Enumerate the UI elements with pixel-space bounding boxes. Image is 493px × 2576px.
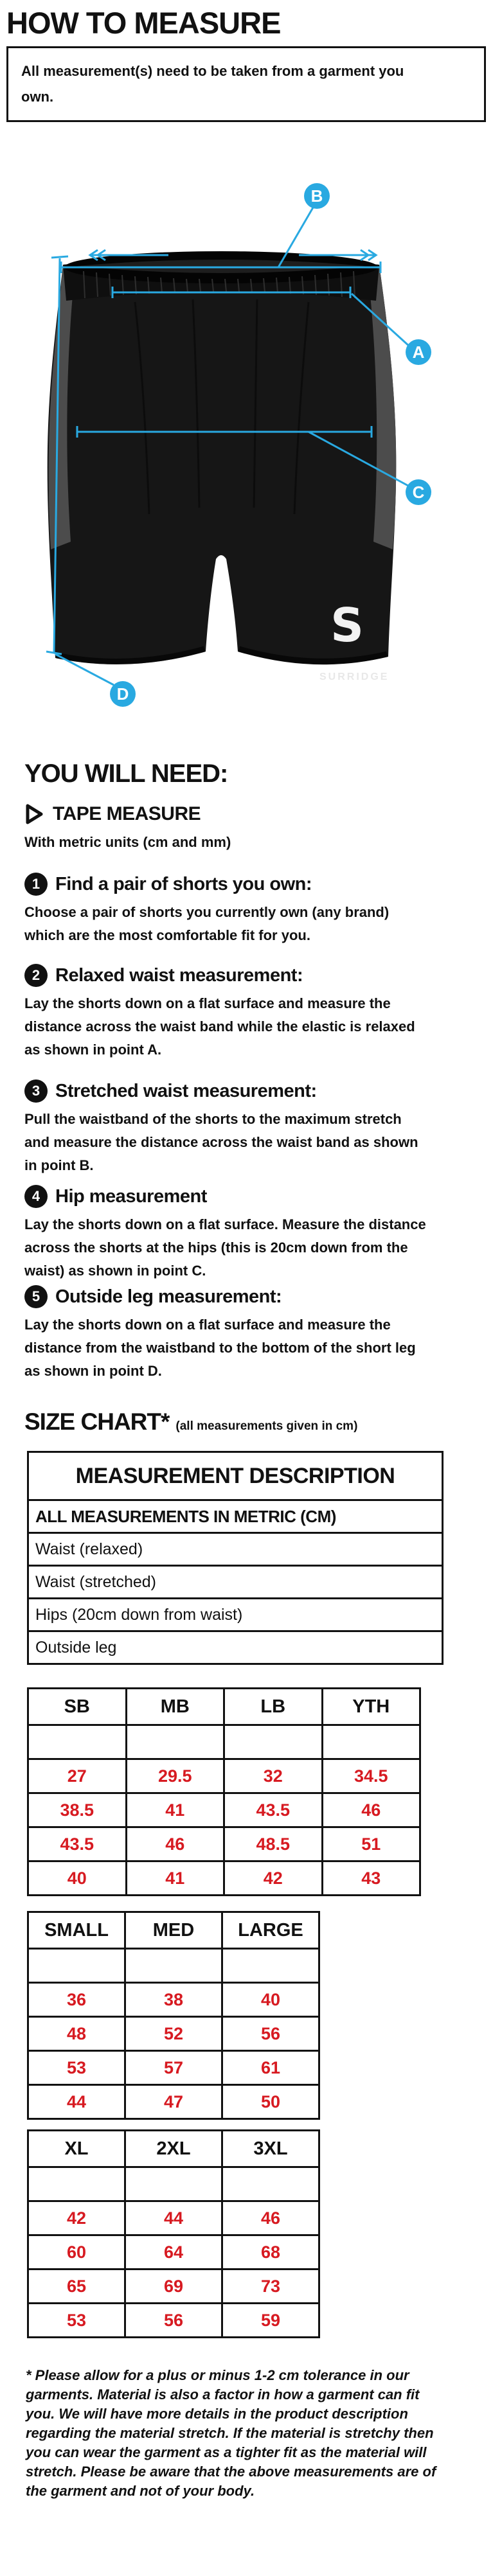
size-value-cell: 47 <box>125 2085 222 2119</box>
step-5-title: Outside leg measurement: <box>55 1286 282 1307</box>
size-value-cell: 44 <box>28 2085 125 2119</box>
size-empty-cell <box>126 1725 224 1759</box>
size-value-cell: 48 <box>28 2017 125 2051</box>
size-chart-heading: SIZE CHART* <box>24 1408 170 1435</box>
step-4-body: Lay the shorts down on a flat surface. Measure the distance across the shorts at the hips (this is 20cm down from the waist) as shown in point C. <box>24 1216 426 1279</box>
size-value-cell: 53 <box>28 2051 125 2085</box>
size-value-cell: 61 <box>222 2051 319 2085</box>
step-5 <box>24 1285 490 1383</box>
size-value-cell: 59 <box>222 2304 319 2338</box>
size-value-cell: 46 <box>126 1827 224 1861</box>
step-2-body: Lay the shorts down on a flat surface and measure the distance across the waist band while the elastic is relaxed as shown in point A. <box>24 995 415 1058</box>
size-empty-cell <box>222 2167 319 2201</box>
step-1-number-badge: 1 <box>24 873 48 896</box>
measurement-row-hips: Hips (20cm down from waist) <box>29 1597 442 1630</box>
size-value-cell: 64 <box>125 2235 222 2270</box>
step-1-body: Choose a pair of shorts you currently own (any brand) which are the most comfortable fit for you. <box>24 904 390 943</box>
size-value-cell: 38.5 <box>28 1793 127 1827</box>
tape-measure-label: TAPE MEASURE <box>53 803 201 824</box>
step-5-number-badge: 5 <box>24 1285 48 1308</box>
size-value-cell: 56 <box>222 2017 319 2051</box>
size-value-cell: 43 <box>322 1861 420 1896</box>
size-value-cell: 57 <box>125 2051 222 2085</box>
play-triangle-icon <box>24 804 44 824</box>
size-value-cell: 56 <box>125 2304 222 2338</box>
size-empty-cell <box>28 2167 125 2201</box>
size-column-header: LARGE <box>222 1912 319 1949</box>
measurement-row-waist-relaxed: Waist (relaxed) <box>29 1532 442 1565</box>
size-column-header: MED <box>125 1912 222 1949</box>
svg-text:D: D <box>116 684 129 704</box>
measurement-table-title: MEASUREMENT DESCRIPTION <box>75 1463 395 1488</box>
size-value-cell: 36 <box>28 1983 125 2017</box>
size-column-header: 2XL <box>125 2131 222 2167</box>
size-column-header: MB <box>126 1689 224 1725</box>
measurement-table-unit-row: ALL MEASUREMENTS IN METRIC (CM) <box>29 1499 442 1532</box>
page-title: HOW TO MEASURE <box>6 6 281 40</box>
size-value-cell: 41 <box>126 1793 224 1827</box>
size-column-header: SB <box>28 1689 127 1725</box>
size-value-cell: 52 <box>125 2017 222 2051</box>
measurement-description-table <box>27 1451 444 1665</box>
brand-logo-text: SURRIDGE <box>319 671 390 682</box>
tape-measure-item <box>24 803 201 825</box>
size-value-cell: 42 <box>28 2201 125 2235</box>
step-3-number-badge: 3 <box>24 1079 48 1103</box>
step-3 <box>24 1079 490 1177</box>
size-chart-heading-row <box>24 1408 357 1435</box>
size-value-cell: 44 <box>125 2201 222 2235</box>
size-value-cell: 51 <box>322 1827 420 1861</box>
size-empty-cell <box>224 1725 323 1759</box>
step-2-title: Relaxed waist measurement: <box>55 964 303 986</box>
measurement-row-outside-leg: Outside leg <box>29 1630 442 1663</box>
measure-point-a-icon <box>406 339 431 365</box>
size-value-cell: 41 <box>126 1861 224 1896</box>
size-value-cell: 38 <box>125 1983 222 2017</box>
size-value-cell: 42 <box>224 1861 323 1896</box>
size-empty-cell <box>28 1949 125 1983</box>
step-2-number-badge: 2 <box>24 964 48 987</box>
size-chart-subheading: (all measurements given in cm) <box>175 1419 358 1433</box>
step-5-body: Lay the shorts down on a flat surface and measure the distance from the waistband to the bottom of the short leg as shown in point D. <box>24 1317 416 1379</box>
size-value-cell: 27 <box>28 1759 127 1793</box>
size-empty-cell <box>125 2167 222 2201</box>
size-empty-cell <box>28 1725 127 1759</box>
step-3-body: Pull the waistband of the shorts to the maximum stretch and measure the distance across the waist band as shown in point B. <box>24 1111 418 1173</box>
brand-logo-initial: S <box>330 598 364 652</box>
size-value-cell: 48.5 <box>224 1827 323 1861</box>
svg-text:B: B <box>310 186 323 206</box>
size-empty-cell <box>322 1725 420 1759</box>
step-4-title: Hip measurement <box>55 1186 207 1207</box>
size-table-xl-2xl-3xl <box>27 2129 320 2338</box>
size-value-cell: 34.5 <box>322 1759 420 1793</box>
tolerance-disclaimer: * Please allow for a plus or minus 1-2 cm tolerance in our garments. Material is also a factor in how a garment can fit you. We will have more details in the product description regarding the material stretch. If the material is stretchy then you can wear the garment as a tighter fit as the material will stretch. Please be aware that the above measurements are of the garment and not of your body. <box>26 2367 436 2499</box>
step-4-number-badge: 4 <box>24 1185 48 1208</box>
size-value-cell: 50 <box>222 2085 319 2119</box>
size-value-cell: 68 <box>222 2235 319 2270</box>
measure-point-d-icon <box>110 681 136 707</box>
step-1-title: Find a pair of shorts you own: <box>55 873 312 894</box>
size-column-header: YTH <box>322 1689 420 1725</box>
size-value-cell: 29.5 <box>126 1759 224 1793</box>
size-value-cell: 43.5 <box>224 1793 323 1827</box>
note-text: All measurement(s) need to be taken from a garment you own. <box>21 63 404 105</box>
size-column-header: XL <box>28 2131 125 2167</box>
step-4 <box>24 1185 490 1283</box>
size-value-cell: 46 <box>322 1793 420 1827</box>
size-value-cell: 73 <box>222 2270 319 2304</box>
step-2 <box>24 964 490 1061</box>
you-will-need-heading: YOU WILL NEED: <box>24 759 228 788</box>
size-value-cell: 40 <box>222 1983 319 2017</box>
size-value-cell: 43.5 <box>28 1827 127 1861</box>
svg-text:C: C <box>412 483 425 502</box>
size-value-cell: 32 <box>224 1759 323 1793</box>
size-value-cell: 65 <box>28 2270 125 2304</box>
step-1 <box>24 873 490 947</box>
shorts-illustration <box>48 251 397 682</box>
size-value-cell: 60 <box>28 2235 125 2270</box>
measurement-row-waist-stretched: Waist (stretched) <box>29 1565 442 1597</box>
size-value-cell: 69 <box>125 2270 222 2304</box>
size-value-cell: 53 <box>28 2304 125 2338</box>
size-column-header: SMALL <box>28 1912 125 1949</box>
size-empty-cell <box>125 1949 222 1983</box>
size-value-cell: 46 <box>222 2201 319 2235</box>
size-empty-cell <box>222 1949 319 1983</box>
size-value-cell: 40 <box>28 1861 127 1896</box>
size-column-header: LB <box>224 1689 323 1725</box>
tape-measure-note: With metric units (cm and mm) <box>24 834 231 850</box>
measure-point-c-icon <box>406 479 431 505</box>
outside-leg-top-tick <box>51 256 68 258</box>
size-table-boys-youth <box>27 1687 421 1896</box>
size-table-small-med-large <box>27 1911 320 2120</box>
size-column-header: 3XL <box>222 2131 319 2167</box>
svg-text:A: A <box>412 342 425 362</box>
step-3-title: Stretched waist measurement: <box>55 1080 317 1101</box>
measure-point-b-icon <box>304 183 330 209</box>
shorts-measurement-figure <box>0 96 493 745</box>
